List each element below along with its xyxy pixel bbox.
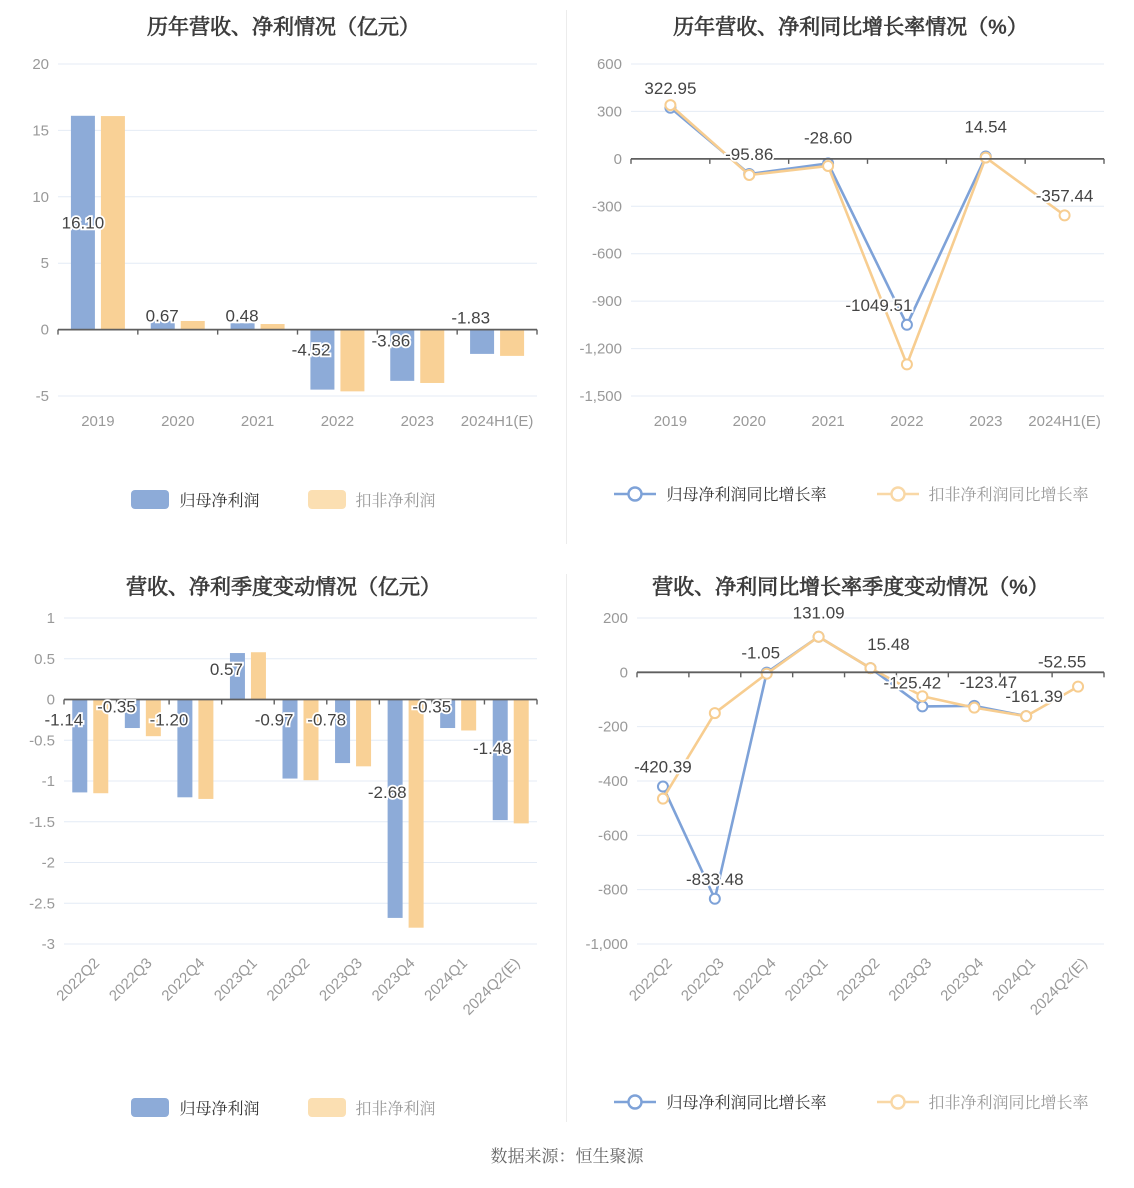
svg-text:-1: -1 bbox=[41, 773, 55, 790]
svg-text:-1.14: -1.14 bbox=[44, 710, 84, 730]
chart-annual-profit bbox=[0, 0, 567, 560]
svg-text:-1.83: -1.83 bbox=[451, 308, 491, 328]
vertical-divider-bottom bbox=[566, 574, 567, 1122]
svg-text:2023: 2023 bbox=[400, 413, 434, 430]
svg-text:-28.60: -28.60 bbox=[803, 128, 853, 148]
legend-label: 归母净利润 bbox=[179, 493, 260, 510]
svg-text:0: 0 bbox=[619, 664, 628, 682]
svg-text:-420.39: -420.39 bbox=[634, 757, 692, 777]
svg-text:-900: -900 bbox=[591, 293, 622, 311]
legend-item-deducted-net-profit[interactable] bbox=[308, 1096, 436, 1119]
svg-text:2022Q4: 2022Q4 bbox=[729, 954, 780, 1005]
svg-text:-1049.51: -1049.51 bbox=[845, 295, 913, 315]
svg-text:600: 600 bbox=[596, 56, 622, 73]
svg-text:-0.35: -0.35 bbox=[97, 697, 136, 717]
legend-bar-swatch bbox=[131, 490, 169, 509]
svg-text:-1.05: -1.05 bbox=[741, 643, 781, 663]
svg-text:0.67: 0.67 bbox=[145, 306, 179, 326]
svg-text:2024Q1: 2024Q1 bbox=[989, 954, 1039, 1005]
svg-text:-125.42: -125.42 bbox=[883, 673, 942, 693]
legend-label: 扣非净利润同比增长率 bbox=[928, 1095, 1089, 1112]
svg-text:-357.44: -357.44 bbox=[1035, 186, 1094, 206]
svg-text:0: 0 bbox=[46, 691, 55, 709]
svg-text:2022Q2: 2022Q2 bbox=[53, 954, 104, 1005]
legend-item-net-profit[interactable] bbox=[612, 482, 826, 505]
svg-text:2020: 2020 bbox=[161, 413, 195, 430]
svg-text:2021: 2021 bbox=[811, 413, 845, 430]
svg-text:2022Q2: 2022Q2 bbox=[625, 954, 676, 1005]
svg-text:2023Q3: 2023Q3 bbox=[885, 954, 936, 1005]
svg-text:2023Q4: 2023Q4 bbox=[368, 954, 419, 1005]
svg-text:-1,000: -1,000 bbox=[585, 936, 628, 953]
svg-text:2023Q2: 2023Q2 bbox=[263, 954, 314, 1005]
svg-text:2022: 2022 bbox=[890, 413, 924, 430]
legend-item-deducted-net-profit[interactable] bbox=[308, 488, 436, 511]
legend-bar-swatch bbox=[308, 1098, 346, 1117]
svg-text:-3.86: -3.86 bbox=[371, 331, 411, 351]
legend-line-marker bbox=[875, 1093, 921, 1111]
legend-line-marker bbox=[875, 485, 921, 503]
svg-text:15: 15 bbox=[32, 122, 49, 140]
svg-text:2020: 2020 bbox=[732, 413, 766, 430]
svg-text:-161.39: -161.39 bbox=[1005, 687, 1064, 707]
svg-text:-400: -400 bbox=[597, 773, 628, 790]
chart-title-annual-profit: 历年营收、净利情况（亿元） bbox=[147, 16, 420, 39]
svg-text:14.54: 14.54 bbox=[964, 117, 1008, 137]
svg-text:2024Q1: 2024Q1 bbox=[421, 954, 471, 1005]
svg-text:-4.52: -4.52 bbox=[291, 340, 331, 360]
svg-text:2023Q1: 2023Q1 bbox=[781, 954, 832, 1005]
svg-text:5: 5 bbox=[40, 255, 49, 273]
svg-text:-600: -600 bbox=[597, 827, 628, 845]
quarterly-profit-legend bbox=[131, 1096, 435, 1119]
legend-bar-swatch bbox=[308, 490, 346, 509]
svg-text:322.95: 322.95 bbox=[644, 78, 697, 98]
annual-profit-legend bbox=[131, 488, 435, 511]
svg-text:-52.55: -52.55 bbox=[1037, 652, 1087, 672]
legend-label: 归母净利润 bbox=[179, 1101, 260, 1118]
svg-text:15.48: 15.48 bbox=[867, 635, 910, 655]
svg-text:-1.20: -1.20 bbox=[149, 710, 189, 730]
chart-annual-growth bbox=[567, 0, 1134, 560]
data-source-note: 数据来源：恒生聚源 bbox=[490, 1147, 644, 1166]
svg-text:2022: 2022 bbox=[320, 413, 355, 430]
svg-text:2024Q2(E): 2024Q2(E) bbox=[459, 954, 524, 1019]
chart-title-quarterly-growth: 营收、净利同比增长率季度变动情况（%） bbox=[652, 576, 1049, 599]
chart-title-annual-growth: 历年营收、净利同比增长率情况（%） bbox=[673, 16, 1028, 39]
svg-text:2023: 2023 bbox=[969, 413, 1003, 430]
svg-text:-3: -3 bbox=[41, 936, 55, 953]
chart-title-quarterly-profit: 营收、净利季度变动情况（亿元） bbox=[126, 576, 441, 599]
quarterly-growth-legend bbox=[612, 1090, 1088, 1113]
svg-text:2021: 2021 bbox=[240, 413, 275, 430]
svg-text:-300: -300 bbox=[591, 198, 622, 216]
svg-text:-800: -800 bbox=[597, 881, 628, 899]
svg-text:2024Q2(E): 2024Q2(E) bbox=[1026, 954, 1091, 1019]
chart-quarterly-profit bbox=[0, 560, 567, 1138]
svg-text:-1,200: -1,200 bbox=[579, 340, 622, 358]
svg-text:-5: -5 bbox=[35, 388, 49, 405]
svg-text:-1.48: -1.48 bbox=[472, 738, 512, 758]
svg-text:2022Q3: 2022Q3 bbox=[105, 954, 156, 1005]
svg-text:1: 1 bbox=[46, 610, 55, 627]
annual-profit-bar-chart bbox=[0, 42, 567, 454]
legend-label: 归母净利润同比增长率 bbox=[666, 487, 827, 504]
svg-text:-0.97: -0.97 bbox=[254, 710, 294, 730]
quarterly-profit-bar-chart bbox=[0, 602, 567, 1062]
svg-text:0: 0 bbox=[613, 150, 622, 168]
svg-text:-95.86: -95.86 bbox=[725, 145, 774, 165]
svg-text:0.48: 0.48 bbox=[225, 306, 259, 326]
legend-label: 归母净利润同比增长率 bbox=[666, 1095, 827, 1112]
annual-growth-legend bbox=[612, 482, 1088, 505]
annual-growth-line-chart bbox=[567, 42, 1134, 454]
vertical-divider-top bbox=[566, 10, 567, 544]
svg-text:10: 10 bbox=[32, 188, 49, 206]
legend-label: 扣非净利润 bbox=[355, 493, 436, 510]
legend-label: 扣非净利润同比增长率 bbox=[928, 487, 1089, 504]
svg-text:-0.78: -0.78 bbox=[307, 710, 347, 730]
legend-line-marker bbox=[612, 1093, 658, 1111]
svg-text:2022Q3: 2022Q3 bbox=[677, 954, 728, 1005]
svg-text:2023Q3: 2023Q3 bbox=[316, 954, 366, 1005]
legend-item-deducted-net-profit[interactable] bbox=[875, 482, 1089, 505]
chart-quarterly-growth bbox=[567, 560, 1134, 1138]
svg-text:-0.35: -0.35 bbox=[412, 697, 452, 717]
svg-text:2019: 2019 bbox=[81, 413, 115, 430]
svg-text:0.5: 0.5 bbox=[34, 650, 55, 668]
svg-text:2024H1(E): 2024H1(E) bbox=[460, 413, 534, 430]
svg-text:-200: -200 bbox=[597, 718, 628, 736]
svg-text:2022Q4: 2022Q4 bbox=[158, 954, 209, 1005]
svg-text:2023Q1: 2023Q1 bbox=[210, 954, 261, 1005]
svg-text:-0.5: -0.5 bbox=[29, 732, 55, 750]
svg-text:20: 20 bbox=[32, 56, 49, 73]
svg-text:2024H1(E): 2024H1(E) bbox=[1028, 413, 1101, 430]
svg-text:-2.68: -2.68 bbox=[367, 782, 407, 802]
legend-item-net-profit[interactable] bbox=[131, 488, 259, 511]
svg-text:-123.47: -123.47 bbox=[959, 672, 1018, 692]
svg-text:2023Q2: 2023Q2 bbox=[833, 954, 884, 1005]
svg-text:200: 200 bbox=[602, 610, 628, 627]
svg-text:16.10: 16.10 bbox=[61, 213, 105, 233]
svg-text:-2: -2 bbox=[41, 854, 55, 872]
svg-text:0: 0 bbox=[40, 321, 49, 339]
svg-text:131.09: 131.09 bbox=[792, 603, 845, 623]
quarterly-growth-line-chart bbox=[567, 602, 1134, 1062]
legend-item-net-profit[interactable] bbox=[131, 1096, 259, 1119]
svg-text:2023Q4: 2023Q4 bbox=[937, 954, 988, 1005]
svg-text:2019: 2019 bbox=[653, 413, 688, 430]
svg-text:300: 300 bbox=[596, 103, 622, 121]
svg-text:-1.5: -1.5 bbox=[29, 813, 55, 831]
legend-bar-swatch bbox=[131, 1098, 169, 1117]
legend-item-deducted-net-profit[interactable] bbox=[875, 1090, 1089, 1113]
svg-text:-2.5: -2.5 bbox=[29, 895, 55, 913]
legend-label: 扣非净利润 bbox=[355, 1101, 436, 1118]
legend-line-marker bbox=[612, 485, 658, 503]
svg-text:0.57: 0.57 bbox=[209, 660, 243, 680]
svg-text:-1,500: -1,500 bbox=[579, 388, 622, 405]
legend-item-net-profit[interactable] bbox=[612, 1090, 826, 1113]
svg-text:-600: -600 bbox=[591, 245, 622, 263]
svg-text:-833.48: -833.48 bbox=[685, 869, 744, 889]
